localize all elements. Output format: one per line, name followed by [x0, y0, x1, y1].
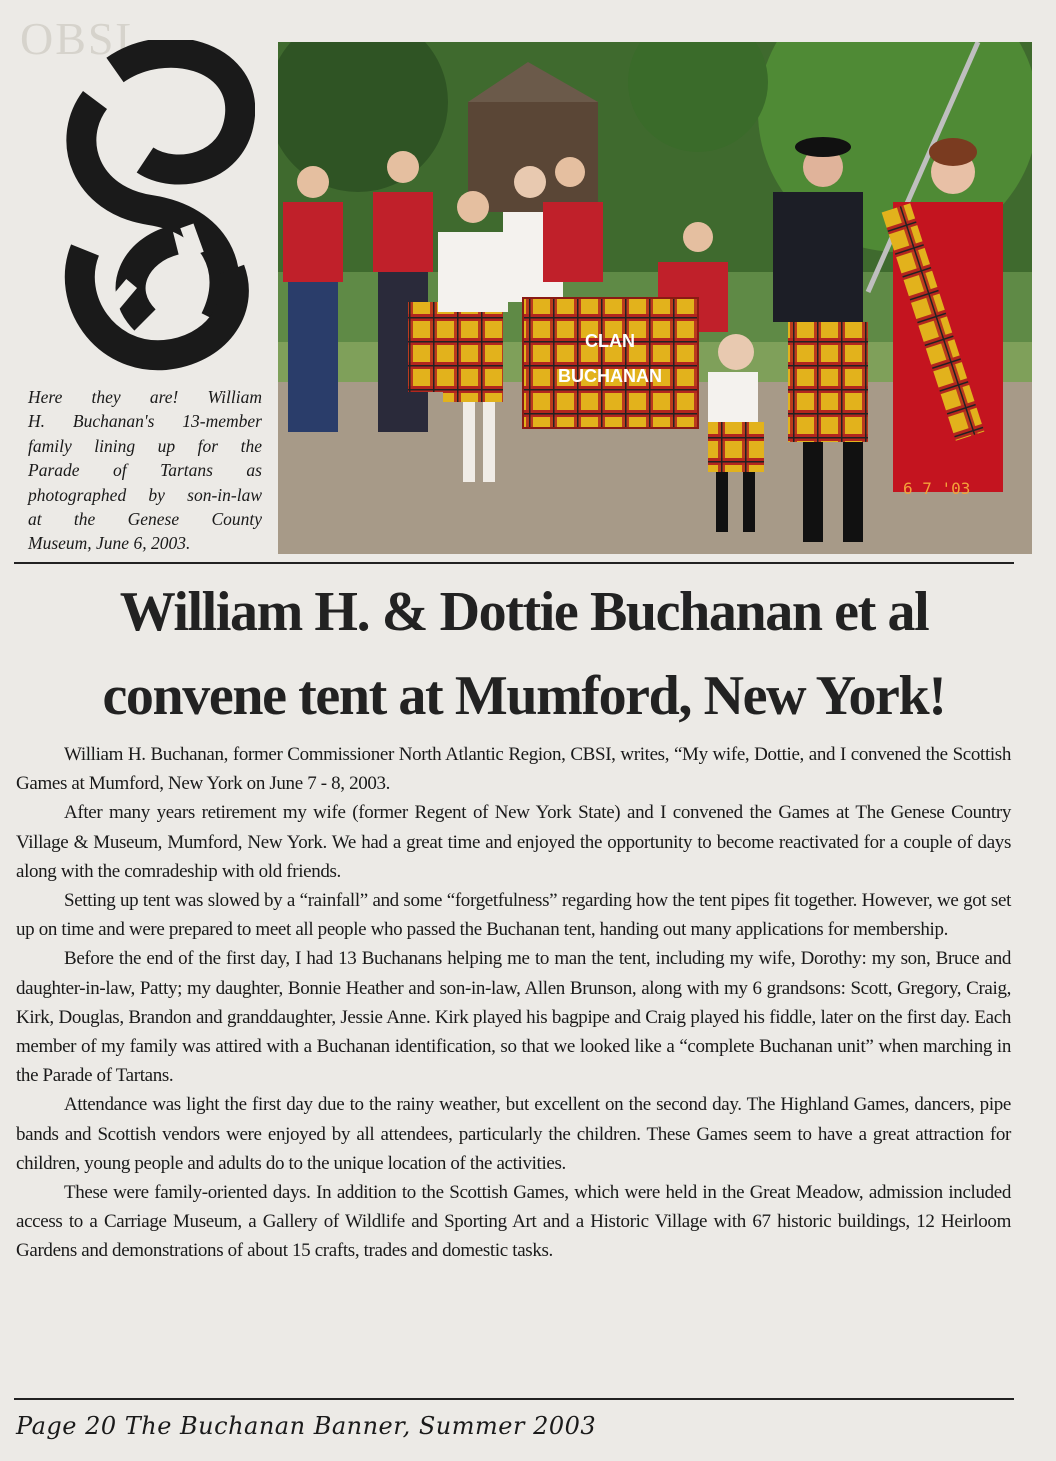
- page-footer: Page 20 The Buchanan Banner, Summer 2003: [16, 1412, 597, 1440]
- photo-caption: [28, 385, 262, 556]
- article-paragraph: After many years retirement my wife (former Regent of New York State) and I convened the Games at The Genese Country Village & Museum, Mumford, New York. We had a great time and enjoyed the opportunity to become reactivated for a couple of days along with the comradeship with old friends.: [16, 802, 1011, 882]
- banner-text-clan: CLAN: [585, 331, 635, 351]
- top-divider: [14, 562, 1014, 564]
- caption-line: photographed by son-in-law: [28, 484, 262, 505]
- article-paragraph: Attendance was light the first day due to the rainy weather, but excellent on the second day. The Highland Games, dancers, pipe bands and Scottish vendors were enjoyed by all attendees, particularly the children. These Games seem to have a great attraction for children, young people and adults do to the unique location of the activities.: [16, 1094, 1011, 1174]
- banner-text-buchanan: BUCHANAN: [558, 366, 662, 386]
- photo-date-stamp: 6 7 '03: [903, 479, 971, 498]
- article-title: [14, 581, 1034, 727]
- caption-line: H. Buchanan's 13-member: [28, 411, 262, 432]
- caption-line: at the Genese County: [28, 509, 262, 530]
- article-paragraph: Before the end of the first day, I had 13 Buchanans helping me to man the tent, including my wife, Dorothy: my son, Bruce and daughter-in-law, Patty; my daughter, Bonnie Heather and son-in-law, Allen Brunson, along with my 6 grandsons: Scott, Gregory, Craig, Kirk, Douglas, Brandon and granddaughter, Jessie Anne. Kirk played his bagpipe and Craig played his fiddle, later on the first day. Each member of my family was attired with a Buchanan identification, so that we looked like a “complete Buchanan unit” when marching in the Parade of Tartans.: [16, 948, 1011, 1087]
- bleed-through-text: OBSL: [20, 13, 146, 64]
- article-paragraph: These were family-oriented days. In addition to the Scottish Games, which were held in the Great Meadow, admission included access to a Carriage Museum, a Gallery of Wildlife and Sporting Art and a Historic Village with 67 historic buildings, 12 Heirloom Gardens and demonstrations of about 15 crafts, trades and domestic tasks.: [16, 1182, 1011, 1262]
- article-body: [16, 740, 1011, 1266]
- article-title-line-2: convene tent at Mumford, New York!: [102, 665, 946, 727]
- bottom-divider: [14, 1398, 1014, 1400]
- caption-line: Parade of Tartans as: [28, 460, 262, 481]
- caption-line: Here they are! William: [28, 387, 262, 407]
- article-paragraph: William H. Buchanan, former Commissioner North Atlantic Region, CBSI, writes, “My wife, Dottie, and I convened the Scottish Games at Mumford, New York on June 7 - 8, 2003.: [16, 744, 1011, 795]
- article-paragraph: Setting up tent was slowed by a “rainfall” and some “forgetfulness” regarding how the tent pipes fit together. However, we got set up on time and were prepared to meet all people who passed the Buchanan tent, handing out many applications for membership.: [16, 890, 1011, 941]
- celtic-knot-emblem: [55, 40, 255, 375]
- caption-line: Museum, June 6, 2003.: [28, 533, 191, 554]
- article-title-line-1: William H. & Dottie Buchanan et al: [119, 581, 929, 643]
- family-photograph: [278, 42, 1032, 554]
- caption-line: family lining up for the: [28, 435, 262, 456]
